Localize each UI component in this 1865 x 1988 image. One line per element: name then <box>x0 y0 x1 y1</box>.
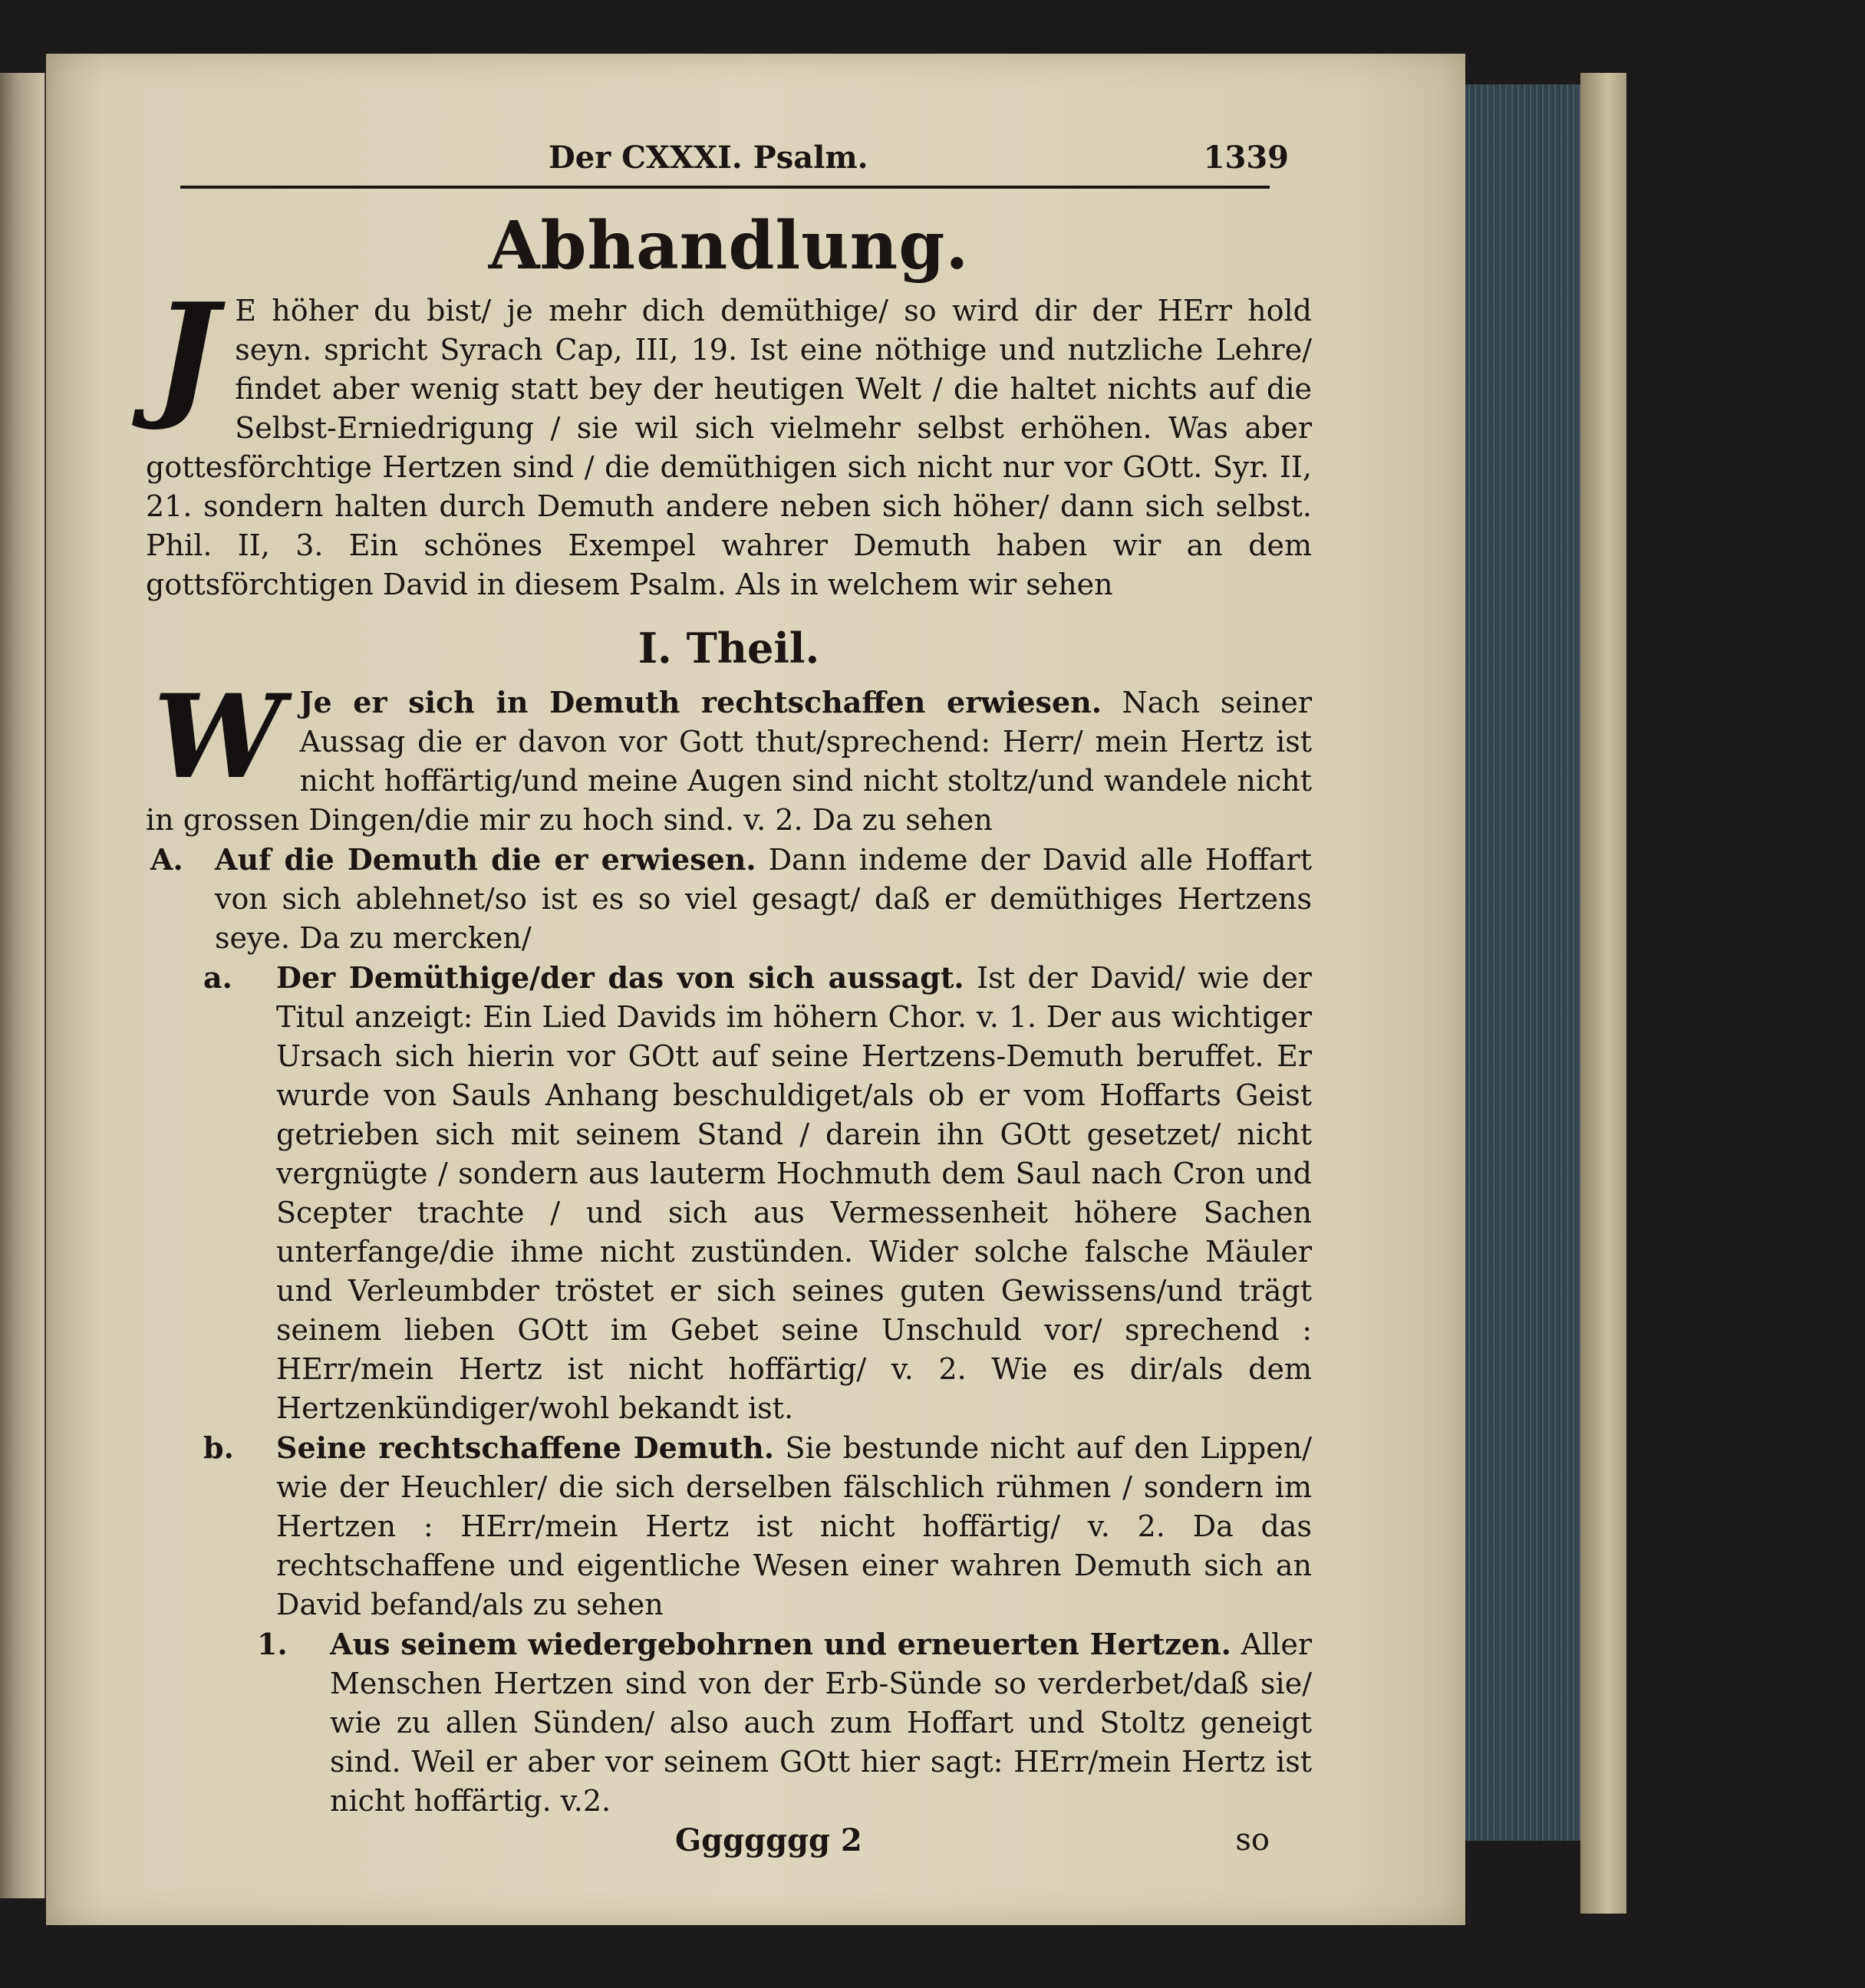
book-cover-edge <box>1580 73 1626 1914</box>
page-content <box>146 138 1312 1867</box>
point-marker: 1. <box>257 1627 288 1661</box>
page-title: Abhandlung. <box>488 207 970 285</box>
point-A <box>146 840 1312 958</box>
point-marker: a. <box>203 960 232 995</box>
page-number: 1339 <box>1203 140 1289 176</box>
intro-paragraph <box>146 273 1312 604</box>
point-b <box>146 1428 1312 1624</box>
point-text: Dann indeme der David alle Hoffart von sich ablehnet/so ist es so viel gesagt/ daß er demüthiges Hertzens seye. Da zu mercken/ <box>215 843 1312 955</box>
section-text: Nach seiner Aussag die er davon vor Gott thut/sprechend: Herr/ mein Hertz ist nicht hoffärtig/und meine Augen sind nicht stoltz/und wandele nicht in grossen Dingen/die mir zu hoch sind. v. 2. Da zu sehen <box>146 686 1312 837</box>
point-lead: Auf die Demuth die er erwiesen. <box>215 842 756 877</box>
intro-text: E höher du bist/ je mehr dich demüthige/ so wird dir der HErr hold seyn. spricht Syrach Cap, III, 19. Ist eine nöthige und nutzliche Lehre/ findet aber wenig statt bey der heutigen Welt / die haltet nichts auf die Selbst-Erniedrigung / sie wil sich vielmehr selbst erhöhen. Was aber gottesförchtige Hertzen sind / die demüthigen sich nicht nur vor GOtt. Syr. II, 21. sondern halten durch Demuth andere neben sich höher/ dann sich selbst. Phil. II, 3. Ein schönes Exempel wahrer Demuth haben wir an dem gottsförchtigen David in diesem Psalm. Als in welchem wir sehen <box>146 294 1312 601</box>
point-marker: A. <box>150 842 183 877</box>
page-block-edges <box>1465 84 1580 1841</box>
point-text: Ist der David/ wie der Titul anzeigt: Ein Lied Davids im höhern Chor. v. 1. Der aus wichtiger Ursach sich hierin vor GOtt auf seine Hertzens-Demuth beruffet. Er wurde von Sauls Anhang beschuldiget/als ob er vom Hoffarts Geist getrieben sich mit seinem Stand / darein ihn GOtt gesetzet/ nicht vergnügte / sondern aus lauterm Hochmuth dem Saul nach Cron und Scepter trachte / und sich aus Vermessenheit höhere Sachen unterfange/die ihme nicht zustünden. Wider solche falsche Mäuler und Verleumbder tröstet er sich seines guten Gewissens/und trägt seinem lieben GOtt im Gebet seine Unschuld vor/ sprechend : HErr/mein Hertz ist nicht hoffärtig/ v. 2. Wie es dir/als dem Hertzenkündiger/wohl bekandt ist. <box>276 961 1312 1425</box>
point-1 <box>146 1624 1312 1821</box>
section-heading: I. Theil. <box>638 624 820 673</box>
section-paragraph <box>146 670 1312 840</box>
drop-cap-initial: J <box>153 273 219 433</box>
running-title: Der CXXXI. Psalm. <box>549 140 868 176</box>
left-page-edge <box>0 73 46 1898</box>
point-text: Aller Menschen Hertzen sind von der Erb-Sünde so verderbet/daß sie/ wie zu allen Sünden/ also auch zum Hoffart und Stoltz geneigt sind. Weil er aber vor seinem GOtt hier sagt: HErr/mein Hertz ist nicht hoffärtig. v.2. <box>330 1628 1312 1818</box>
point-marker: b. <box>203 1430 234 1465</box>
point-lead: Aus seinem wiedergebohrnen und erneuerten Hertzen. <box>330 1627 1231 1661</box>
point-lead: Der Demüthige/der das von sich aussagt. <box>276 960 964 995</box>
page-header <box>180 138 1289 189</box>
signature-mark: Ggggggg 2 <box>675 1822 862 1858</box>
section-lead: Je er sich in Demuth rechtschaffen erwiesen. <box>299 685 1102 719</box>
page-footer <box>146 1821 1312 1867</box>
point-a <box>146 958 1312 1428</box>
drop-cap-initial-2: W <box>153 670 283 805</box>
point-text: Sie bestunde nicht auf den Lippen/ wie der Heuchler/ die sich derselben fälschlich rühmen / sondern im Hertzen : HErr/mein Hertz ist nicht hoffärtig/ v. 2. Da das rechtschaffene und eigentliche Wesen einer wahren Demuth sich an David befand/als zu sehen <box>276 1431 1312 1621</box>
point-lead: Seine rechtschaffene Demuth. <box>276 1430 775 1465</box>
catchword: so <box>1235 1822 1270 1858</box>
